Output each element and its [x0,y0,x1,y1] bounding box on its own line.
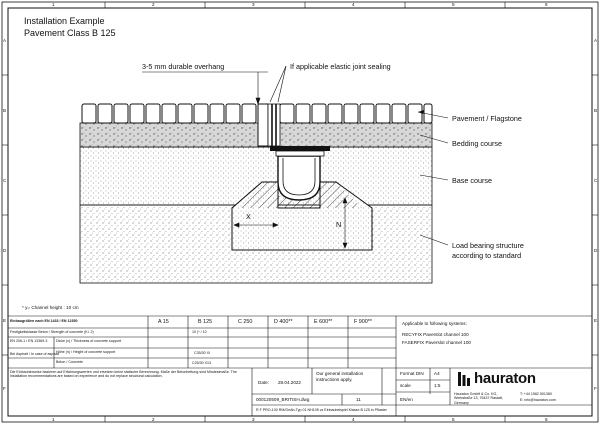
callout-load-bearing-2: according to standard [452,251,522,260]
col-label: 3 [252,2,255,7]
filename: 000120509_BRITISH.dwg [256,397,310,402]
drawing-reference: R F PRO-100 RM/GeAb-Typ 01 NH105 vz Einbaubeispiel Klasse B 125 in Pflaster [256,408,387,412]
table-row-label: Höhe (n) / Height of concrete support [56,350,116,354]
row-label: C [3,178,7,183]
callout-load-bearing: Load bearing structure [452,241,524,250]
language: EN/en [400,397,413,402]
general-info: Our general installation instructions apply. [316,371,364,382]
system-item: RECYFIX Paverslot channel 100 [402,332,469,337]
col-label: 6 [545,417,548,422]
col-label: 5 [452,2,455,7]
paverslot [268,104,280,146]
dimension-n: N [336,220,342,229]
application-heading: Applicable to following systems: [402,321,467,326]
bedding-course-layer [80,123,432,147]
col-label: 2 [152,417,155,422]
format-value: A4 [434,371,440,376]
class-f900: F 900** [354,319,372,325]
disclaimer: Die Einbauhinweise basieren auf Erfahrungswerten und ersetzen keine statische Berechnung. Maße der Betonbettung sind Mindestmaße. The installation recommendations are based on experience and do not replace structural calculation. [10,370,237,379]
row-label: D [594,248,598,253]
drainage-channel [278,156,320,200]
date-label: Date: [258,380,269,385]
channel-height-note: * y= Channel height : 10 cm [22,305,79,310]
drawing-subtitle: Pavement Class B 125 [24,28,116,38]
callout-joint-sealing: If applicable elastic joint sealing [290,62,391,71]
channel-grate [270,146,330,151]
class-a15: A 15 [158,319,169,325]
col-label: 1 [52,2,55,7]
company-address: Hauraton GmbH & Co. KG, Werkstraße 13, 76437 Rastatt, Germany [454,392,503,405]
table-cell-b125: C25/30 X13 [192,361,211,365]
table-cell-b125: 10 (* / 10 [192,330,207,334]
scale-value: 1:5 [434,383,441,388]
row-label: B [594,108,598,113]
col-label: 5 [452,417,455,422]
row-label: B [3,108,7,113]
table-row-label: Dicke (x) / Thickness of concrete support [56,339,122,343]
system-item: FASERFIX Paverslot channel 100 [402,340,471,345]
table-row-label: Festigkeitsklasse Beton / Strength of concrete (Kl. 2) [10,330,94,334]
table-cell-b125: C35/30 XI [194,351,210,355]
dimension-x: X [246,212,251,221]
table-row-label: Beton / Concrete [56,360,83,364]
callout-pavement: Pavement / Flagstone [452,114,522,123]
col-label: 4 [352,417,355,422]
row-label: E [594,318,598,323]
callout-overhang: 3-5 mm durable overhang [142,62,225,71]
sheet-number: 11 [356,397,361,402]
row-label: D [3,248,7,253]
col-label: 3 [252,417,255,422]
class-d400: D 400** [274,319,293,325]
date-value: 28.04.2022 [278,380,301,385]
table-header-left: Einbaugrößen nach EN 1433 / EN 12350 [10,319,78,323]
class-b125: B 125 [198,319,213,325]
row-label: A [594,38,598,43]
callout-bedding: Bedding course [452,139,502,148]
class-c250: C 250 [238,319,253,325]
row-label: F [3,386,6,391]
col-label: 6 [545,2,548,7]
scale-label: scale [400,383,411,388]
callout-base: Base course [452,176,492,185]
row-label: F [594,386,597,391]
class-e600: E 600** [314,319,333,325]
table-sub-left: Bei Asphalt / In case of asphalt [10,352,60,356]
row-label: C [594,178,598,183]
company-phone: T: +44 1582 501380 [520,392,552,396]
hauraton-logo-icon [458,372,470,386]
col-label: 1 [52,417,55,422]
row-label: E [3,318,7,323]
row-label: A [3,38,7,43]
brand-name: hauraton [474,370,536,387]
drawing-title: Installation Example [24,16,105,26]
col-label: 4 [352,2,355,7]
table-sub-left: EN 206-1 / EN 13369-3 [10,339,48,343]
company-email: E: info@hauraton.com [520,398,556,402]
format-label: Format DIN [400,371,424,376]
col-label: 2 [152,2,155,7]
